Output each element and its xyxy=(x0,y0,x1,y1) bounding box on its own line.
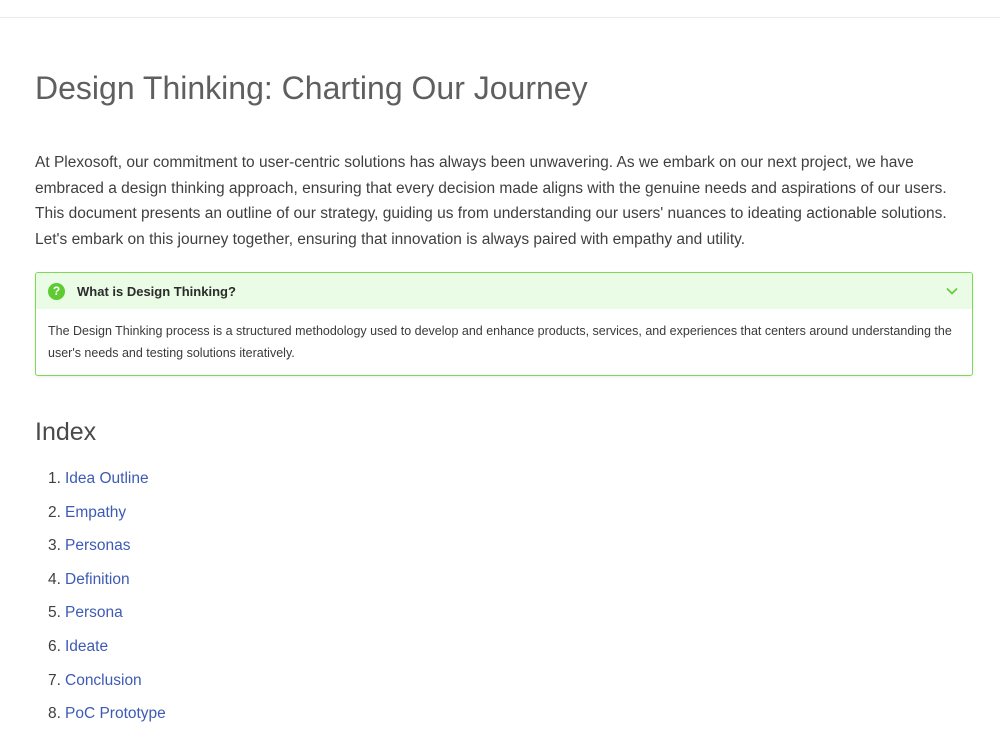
list-item xyxy=(35,500,166,534)
info-callout xyxy=(35,272,973,376)
index-list xyxy=(35,466,166,735)
index-heading: Index xyxy=(35,418,97,446)
index-link-personas[interactable]: Personas xyxy=(65,537,131,555)
page-title: Design Thinking: Charting Our Journey xyxy=(35,70,588,106)
list-item xyxy=(35,634,166,668)
list-item-number: 3. xyxy=(48,537,61,555)
callout-header[interactable] xyxy=(36,273,972,309)
list-item xyxy=(35,701,166,735)
callout-title: What is Design Thinking? xyxy=(77,283,236,299)
list-item-number: 7. xyxy=(48,671,61,689)
list-item xyxy=(35,567,166,601)
index-link-conclusion[interactable]: Conclusion xyxy=(65,671,142,689)
list-item-number: 6. xyxy=(48,637,61,655)
callout-body: The Design Thinking process is a structured methodology used to develop and enhance products, services, and experiences that centers around understanding the user's needs and testing solutions iteratively. xyxy=(48,324,952,360)
list-item-number: 1. xyxy=(48,470,61,487)
index-link-ideate[interactable]: Ideate xyxy=(65,637,109,655)
index-link-empathy[interactable]: Empathy xyxy=(65,503,127,521)
list-item xyxy=(35,668,166,702)
index-link-definition[interactable]: Definition xyxy=(65,570,130,588)
index-link-persona[interactable]: Persona xyxy=(65,604,123,622)
index-link-idea-outline[interactable]: Idea Outline xyxy=(65,470,149,487)
list-item xyxy=(35,466,166,500)
chevron-down-icon[interactable] xyxy=(944,283,960,299)
list-item-number: 2. xyxy=(48,503,61,521)
index-link-poc-prototype[interactable]: PoC Prototype xyxy=(65,705,166,723)
list-item-number: 8. xyxy=(48,705,61,723)
list-item-number: 5. xyxy=(48,604,61,622)
list-item-number: 4. xyxy=(48,570,61,588)
list-item xyxy=(35,533,166,567)
intro-paragraph: At Plexosoft, our commitment to user-centric solutions has always been unwavering. As we embark on our next project, we have embraced a design thinking approach, ensuring that every decision made aligns with the genuine needs and aspirations of our users. This document presents an outline of our strategy, guiding us from understanding our users' nuances to ideating actionable solutions. Let's embark on this journey together, ensuring that innovation is always paired with empathy and utility. xyxy=(35,154,947,248)
list-item xyxy=(35,600,166,634)
top-bar xyxy=(0,0,1000,18)
question-circle-icon: ? xyxy=(48,283,65,300)
